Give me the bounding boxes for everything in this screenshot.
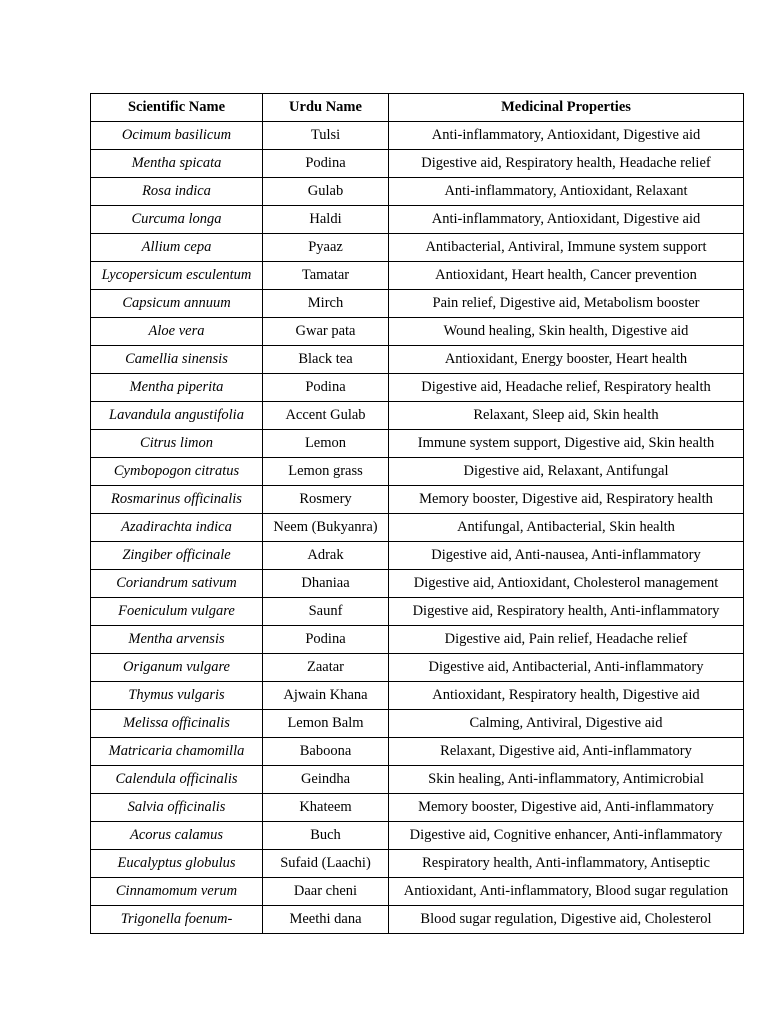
table-row	[91, 878, 744, 906]
medicinal-properties-cell: Skin healing, Anti-inflammatory, Antimicrobial	[389, 766, 744, 794]
medicinal-properties-cell: Digestive aid, Cognitive enhancer, Anti-inflammatory	[389, 822, 744, 850]
medicinal-properties-cell: Anti-inflammatory, Antioxidant, Digestive aid	[389, 206, 744, 234]
table-row	[91, 710, 744, 738]
medicinal-properties-cell: Blood sugar regulation, Digestive aid, Cholesterol	[389, 906, 744, 934]
urdu-name-cell: Saunf	[263, 598, 389, 626]
urdu-name-cell: Lemon grass	[263, 458, 389, 486]
scientific-name-cell: Cinnamomum verum	[91, 878, 263, 906]
scientific-name-cell: Curcuma longa	[91, 206, 263, 234]
medicinal-properties-cell: Digestive aid, Anti-nausea, Anti-inflammatory	[389, 542, 744, 570]
header-scientific-name: Scientific Name	[91, 94, 263, 122]
table-row	[91, 430, 744, 458]
scientific-name-cell: Cymbopogon citratus	[91, 458, 263, 486]
medicinal-properties-cell: Respiratory health, Anti-inflammatory, Antiseptic	[389, 850, 744, 878]
urdu-name-cell: Podina	[263, 626, 389, 654]
urdu-name-cell: Geindha	[263, 766, 389, 794]
table-row	[91, 626, 744, 654]
medicinal-properties-cell: Digestive aid, Antibacterial, Anti-inflammatory	[389, 654, 744, 682]
scientific-name-cell: Zingiber officinale	[91, 542, 263, 570]
scientific-name-cell: Thymus vulgaris	[91, 682, 263, 710]
scientific-name-cell: Origanum vulgare	[91, 654, 263, 682]
medicinal-properties-cell: Relaxant, Digestive aid, Anti-inflammatory	[389, 738, 744, 766]
urdu-name-cell: Baboona	[263, 738, 389, 766]
table-header	[91, 94, 744, 122]
urdu-name-cell: Khateem	[263, 794, 389, 822]
scientific-name-cell: Acorus calamus	[91, 822, 263, 850]
medicinal-properties-cell: Relaxant, Sleep aid, Skin health	[389, 402, 744, 430]
scientific-name-cell: Mentha piperita	[91, 374, 263, 402]
scientific-name-cell: Capsicum annuum	[91, 290, 263, 318]
urdu-name-cell: Mirch	[263, 290, 389, 318]
urdu-name-cell: Sufaid (Laachi)	[263, 850, 389, 878]
medicinal-properties-cell: Digestive aid, Headache relief, Respiratory health	[389, 374, 744, 402]
urdu-name-cell: Neem (Bukyanra)	[263, 514, 389, 542]
medicinal-properties-cell: Pain relief, Digestive aid, Metabolism booster	[389, 290, 744, 318]
medicinal-properties-cell: Antioxidant, Heart health, Cancer prevention	[389, 262, 744, 290]
urdu-name-cell: Lemon Balm	[263, 710, 389, 738]
urdu-name-cell: Zaatar	[263, 654, 389, 682]
scientific-name-cell: Camellia sinensis	[91, 346, 263, 374]
table-row	[91, 486, 744, 514]
scientific-name-cell: Lycopersicum esculentum	[91, 262, 263, 290]
header-urdu-name: Urdu Name	[263, 94, 389, 122]
urdu-name-cell: Daar cheni	[263, 878, 389, 906]
table-row	[91, 766, 744, 794]
header-medicinal-properties: Medicinal Properties	[389, 94, 744, 122]
table-body	[91, 122, 744, 934]
urdu-name-cell: Dhaniaa	[263, 570, 389, 598]
medicinal-properties-cell: Digestive aid, Relaxant, Antifungal	[389, 458, 744, 486]
urdu-name-cell: Gwar pata	[263, 318, 389, 346]
scientific-name-cell: Eucalyptus globulus	[91, 850, 263, 878]
medicinal-properties-cell: Antioxidant, Anti-inflammatory, Blood sugar regulation	[389, 878, 744, 906]
medicinal-properties-cell: Immune system support, Digestive aid, Skin health	[389, 430, 744, 458]
scientific-name-cell: Trigonella foenum-	[91, 906, 263, 934]
scientific-name-cell: Citrus limon	[91, 430, 263, 458]
scientific-name-cell: Lavandula angustifolia	[91, 402, 263, 430]
scientific-name-cell: Rosmarinus officinalis	[91, 486, 263, 514]
table-row	[91, 598, 744, 626]
scientific-name-cell: Mentha arvensis	[91, 626, 263, 654]
medicinal-properties-cell: Digestive aid, Respiratory health, Anti-inflammatory	[389, 598, 744, 626]
table-row	[91, 458, 744, 486]
table-row	[91, 402, 744, 430]
scientific-name-cell: Aloe vera	[91, 318, 263, 346]
urdu-name-cell: Buch	[263, 822, 389, 850]
table-row	[91, 206, 744, 234]
urdu-name-cell: Haldi	[263, 206, 389, 234]
table-row	[91, 906, 744, 934]
table-row	[91, 262, 744, 290]
table-row	[91, 822, 744, 850]
table-row	[91, 682, 744, 710]
medicinal-properties-cell: Memory booster, Digestive aid, Anti-inflammatory	[389, 794, 744, 822]
table-row	[91, 318, 744, 346]
urdu-name-cell: Accent Gulab	[263, 402, 389, 430]
table-row	[91, 178, 744, 206]
medicinal-plants-table	[90, 93, 744, 934]
medicinal-properties-cell: Antifungal, Antibacterial, Skin health	[389, 514, 744, 542]
scientific-name-cell: Coriandrum sativum	[91, 570, 263, 598]
urdu-name-cell: Podina	[263, 150, 389, 178]
urdu-name-cell: Gulab	[263, 178, 389, 206]
table-row	[91, 570, 744, 598]
scientific-name-cell: Salvia officinalis	[91, 794, 263, 822]
scientific-name-cell: Calendula officinalis	[91, 766, 263, 794]
table-row	[91, 150, 744, 178]
urdu-name-cell: Tamatar	[263, 262, 389, 290]
scientific-name-cell: Ocimum basilicum	[91, 122, 263, 150]
medicinal-properties-cell: Anti-inflammatory, Antioxidant, Digestive aid	[389, 122, 744, 150]
urdu-name-cell: Meethi dana	[263, 906, 389, 934]
table-row	[91, 290, 744, 318]
medicinal-properties-cell: Antioxidant, Energy booster, Heart health	[389, 346, 744, 374]
scientific-name-cell: Allium cepa	[91, 234, 263, 262]
scientific-name-cell: Foeniculum vulgare	[91, 598, 263, 626]
scientific-name-cell: Rosa indica	[91, 178, 263, 206]
header-row	[91, 94, 744, 122]
table-row	[91, 234, 744, 262]
scientific-name-cell: Matricaria chamomilla	[91, 738, 263, 766]
medicinal-properties-cell: Memory booster, Digestive aid, Respiratory health	[389, 486, 744, 514]
medicinal-properties-cell: Digestive aid, Pain relief, Headache relief	[389, 626, 744, 654]
table-row	[91, 122, 744, 150]
urdu-name-cell: Adrak	[263, 542, 389, 570]
urdu-name-cell: Black tea	[263, 346, 389, 374]
urdu-name-cell: Lemon	[263, 430, 389, 458]
table-row	[91, 374, 744, 402]
table-row	[91, 542, 744, 570]
table-row	[91, 850, 744, 878]
medicinal-properties-cell: Anti-inflammatory, Antioxidant, Relaxant	[389, 178, 744, 206]
table-row	[91, 346, 744, 374]
medicinal-properties-cell: Calming, Antiviral, Digestive aid	[389, 710, 744, 738]
urdu-name-cell: Rosmery	[263, 486, 389, 514]
urdu-name-cell: Ajwain Khana	[263, 682, 389, 710]
medicinal-properties-cell: Antioxidant, Respiratory health, Digestive aid	[389, 682, 744, 710]
table-row	[91, 514, 744, 542]
urdu-name-cell: Podina	[263, 374, 389, 402]
urdu-name-cell: Pyaaz	[263, 234, 389, 262]
scientific-name-cell: Melissa officinalis	[91, 710, 263, 738]
table-row	[91, 794, 744, 822]
scientific-name-cell: Mentha spicata	[91, 150, 263, 178]
medicinal-properties-cell: Wound healing, Skin health, Digestive aid	[389, 318, 744, 346]
medicinal-properties-cell: Antibacterial, Antiviral, Immune system support	[389, 234, 744, 262]
table-row	[91, 654, 744, 682]
table-row	[91, 738, 744, 766]
urdu-name-cell: Tulsi	[263, 122, 389, 150]
medicinal-properties-cell: Digestive aid, Respiratory health, Headache relief	[389, 150, 744, 178]
medicinal-properties-cell: Digestive aid, Antioxidant, Cholesterol management	[389, 570, 744, 598]
scientific-name-cell: Azadirachta indica	[91, 514, 263, 542]
